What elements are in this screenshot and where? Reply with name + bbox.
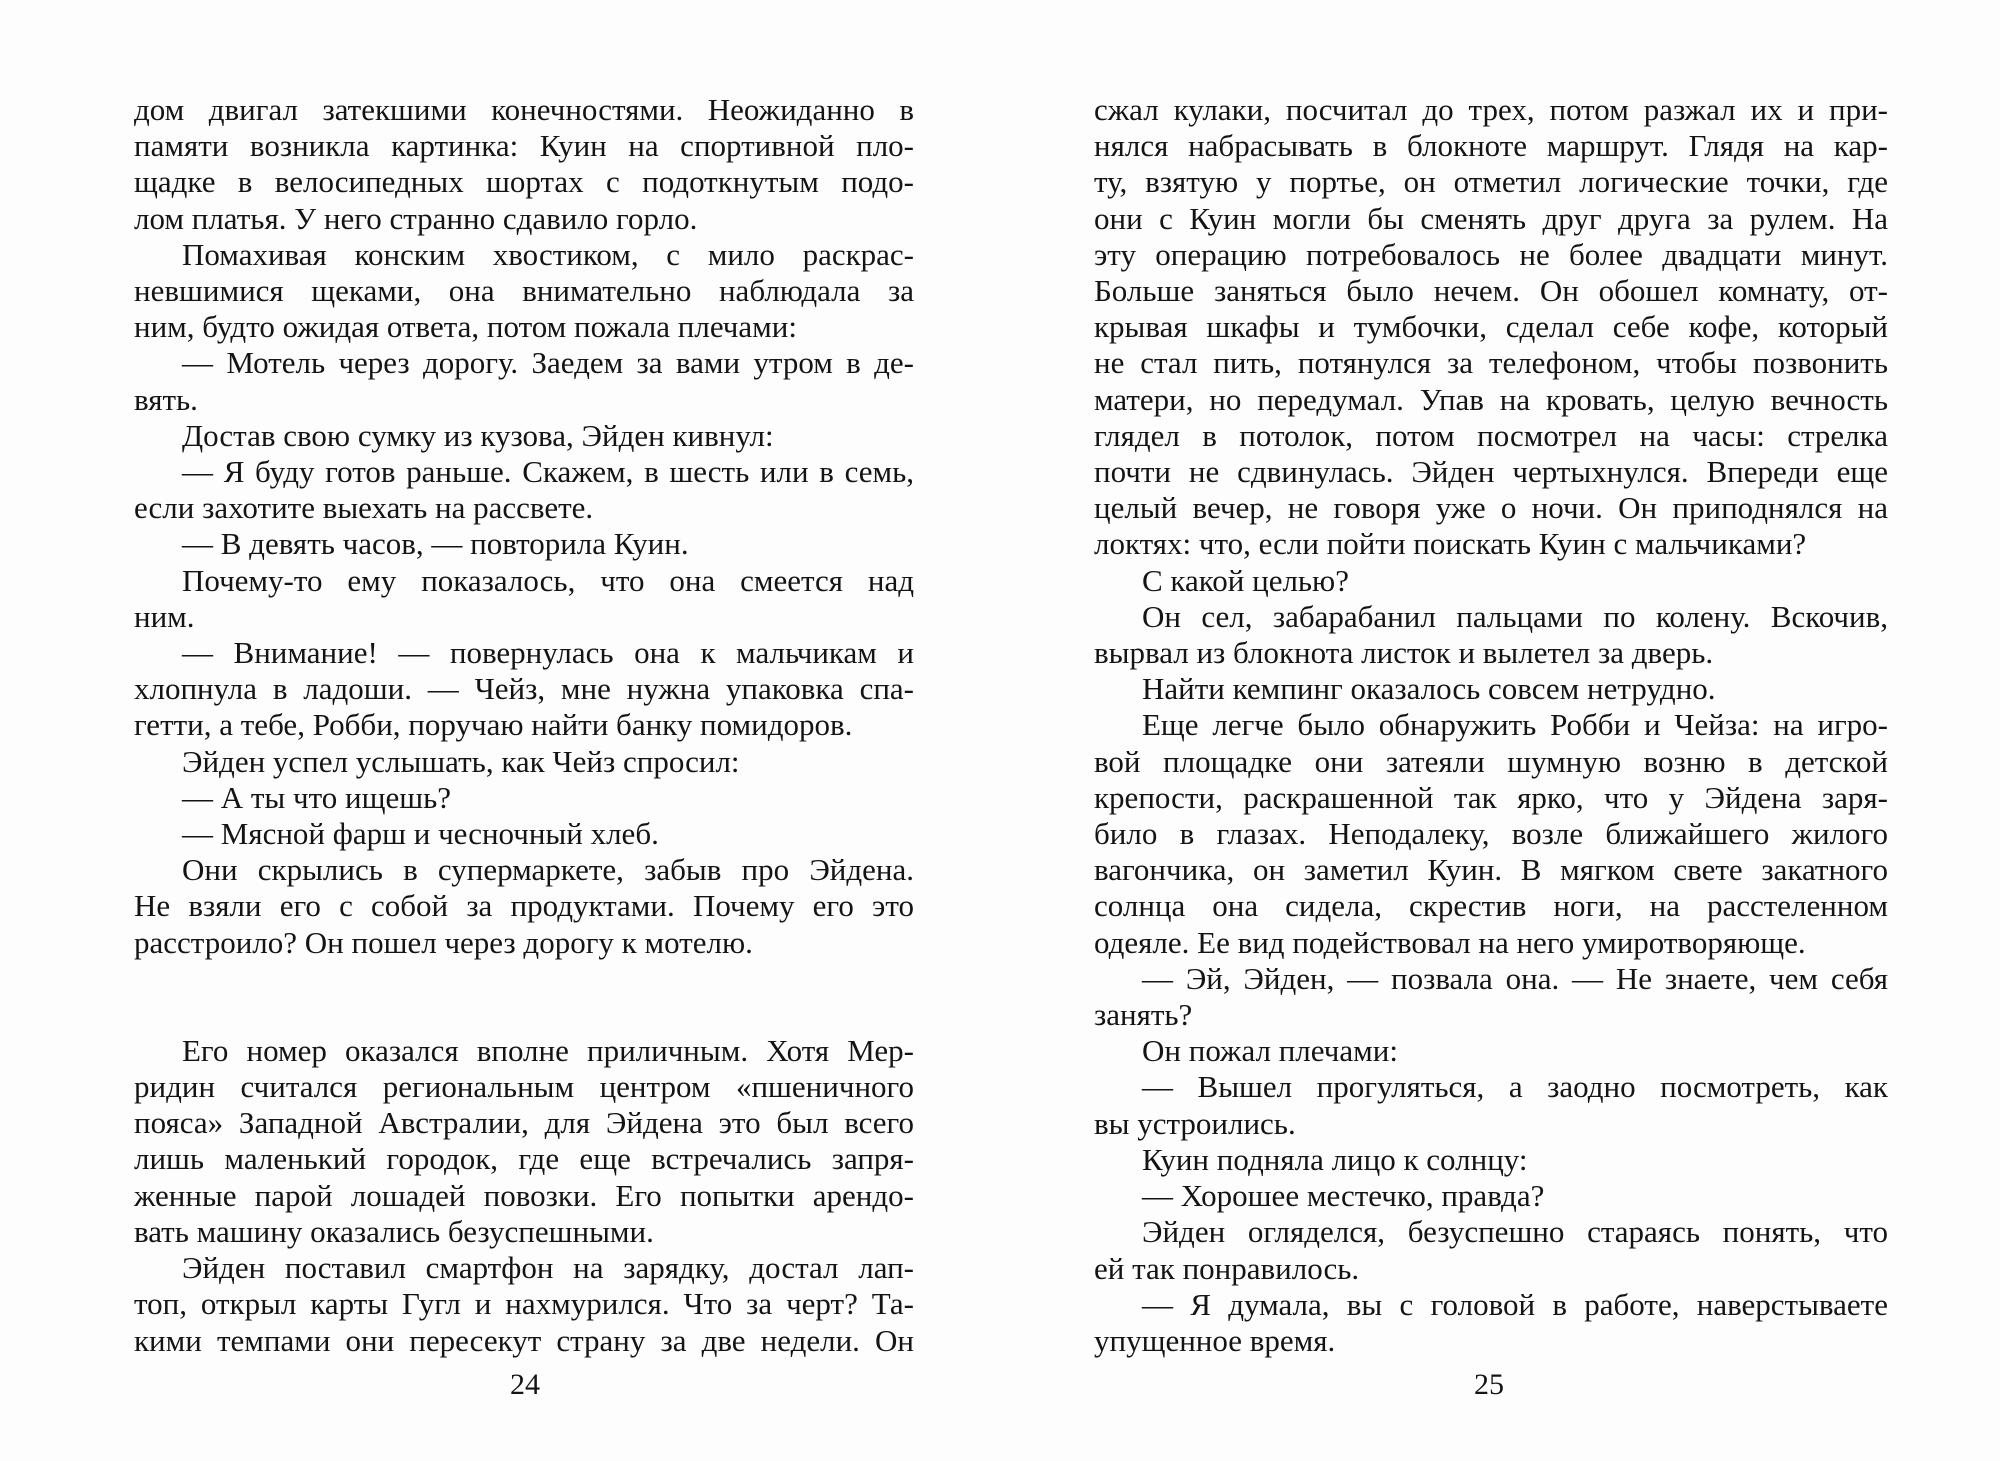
text-line: Эйден поставил смартфон на зарядку, достал лап- xyxy=(182,1250,914,1286)
text-line: ним. xyxy=(134,598,195,634)
text-line: С какой целью? xyxy=(1142,562,1349,598)
paragraph xyxy=(1094,599,1888,671)
paragraph xyxy=(134,526,914,562)
paragraph xyxy=(1094,961,1888,1033)
paragraph xyxy=(134,237,914,346)
text-line: они с Куин могли бы сменять друг друга за рулем. На xyxy=(1094,200,1888,236)
text-line: било в глазах. Неподалеку, возле ближайшего жилого xyxy=(1094,816,1888,852)
text-line: расстроило? Он пошел через дорогу к мотелю. xyxy=(134,924,753,960)
text-line: лом платья. У него странно сдавило горло. xyxy=(134,200,698,236)
text-line: почти не сдвинулась. Эйден чертыхнулся. Впереди еще xyxy=(1094,454,1888,490)
paragraph xyxy=(1094,1178,1888,1214)
text-line: Они скрылись в супермаркете, забыв про Эйдена. xyxy=(182,852,914,888)
text-line: кими темпами они пересекут страну за две недели. Он xyxy=(134,1322,914,1358)
text-line: эту операцию потребовалось не более двадцати минут. xyxy=(1094,236,1888,272)
text-line: ту, взятую у портье, он отметил логические точки, где xyxy=(1094,164,1888,200)
text-line: — Я думала, вы с головой в работе, наверстываете xyxy=(1142,1286,1888,1322)
text-line: — Вышел прогуляться, а заодно посмотреть, как xyxy=(1142,1069,1888,1105)
text-line: — Хорошее местечко, правда? xyxy=(1142,1178,1545,1214)
text-line: Достав свою сумку из кузова, Эйден кивнул: xyxy=(182,417,774,453)
text-line: вы устроились. xyxy=(1094,1105,1296,1141)
text-line: сжал кулаки, посчитал до трех, потом разжал их и при- xyxy=(1094,92,1888,127)
paragraph xyxy=(1094,671,1888,707)
text-line: — Внимание! — повернулась она к мальчикам и xyxy=(182,635,914,671)
text-line: локтях: что, если пойти поискать Куин с мальчиками? xyxy=(1094,526,1807,562)
text-line: Эйден успел услышать, как Чейз спросил: xyxy=(182,743,740,779)
paragraph xyxy=(1094,563,1888,599)
paragraph xyxy=(134,92,914,237)
text-line: хлопнула в ладоши. — Чейз, мне нужна упаковка спа- xyxy=(134,671,914,707)
text-line: упущенное время. xyxy=(1094,1322,1336,1358)
text-line: занять? xyxy=(1094,997,1193,1033)
text-line: вой площадке они затеяли шумную возню в детской xyxy=(1094,743,1888,779)
text-line: невшимися щеками, она внимательно наблюдала за xyxy=(134,273,914,309)
paragraph xyxy=(134,454,914,526)
paragraph xyxy=(1094,707,1888,960)
paragraph xyxy=(1094,1214,1888,1286)
text-line: гетти, а тебе, Робби, поручаю найти банку помидоров. xyxy=(134,707,853,743)
paragraph xyxy=(1094,1033,1888,1069)
right-page xyxy=(1094,92,1888,1412)
paragraph xyxy=(1094,1287,1888,1359)
text-line: матери, но передумал. Упав на кровать, целую вечность xyxy=(1094,381,1888,417)
text-line: — Мясной фарш и чесночный хлеб. xyxy=(182,816,659,852)
page-number-left: 24 xyxy=(510,1368,540,1401)
text-line: памяти возникла картинка: Куин на спортивной пло- xyxy=(134,128,914,164)
text-line: вагончика, он заметил Куин. В мягком свете закатного xyxy=(1094,852,1888,888)
page-number-right: 25 xyxy=(1474,1368,1504,1401)
section-break xyxy=(134,961,914,1033)
paragraph xyxy=(134,345,914,417)
text-line: Куин подняла лицо к солнцу: xyxy=(1142,1141,1528,1177)
left-page xyxy=(134,92,914,1412)
paragraph xyxy=(134,744,914,780)
text-line: Еще легче было обнаружить Робби и Чейза: на игро- xyxy=(1142,707,1888,743)
paragraph xyxy=(134,1033,914,1250)
text-line: нялся набрасывать в блокноте маршрут. Глядя на кар- xyxy=(1094,128,1888,164)
paragraph xyxy=(134,1250,914,1359)
text-line: вять. xyxy=(134,381,198,417)
text-line: вырвал из блокнота листок и вылетел за дверь. xyxy=(1094,635,1714,671)
text-line: ридин считался региональным центром «пшеничного xyxy=(134,1069,914,1105)
text-line: Он сел, забарабанил пальцами по колену. Вскочив, xyxy=(1142,598,1888,634)
text-line: — Эй, Эйден, — позвала она. — Не знаете, чем себя xyxy=(1142,960,1888,996)
text-line: пояса» Западной Австралии, для Эйдена это был всего xyxy=(134,1105,914,1141)
text-line: не стал пить, потянулся за телефоном, чтобы позвонить xyxy=(1094,345,1888,381)
text-line: крывая шкафы и тумбочки, сделал себе кофе, который xyxy=(1094,309,1888,345)
text-line: Найти кемпинг оказалось совсем нетрудно. xyxy=(1142,671,1716,707)
text-line: Не взяли его с собой за продуктами. Почему его это xyxy=(134,888,914,924)
paragraph xyxy=(134,780,914,816)
paragraph xyxy=(134,418,914,454)
text-line: — А ты что ищешь? xyxy=(182,779,451,815)
text-line: если захотите выехать на рассвете. xyxy=(134,490,594,526)
paragraph xyxy=(1094,1142,1888,1178)
paragraph xyxy=(134,852,914,961)
text-line: Его номер оказался вполне приличным. Хотя Мер- xyxy=(182,1032,914,1068)
text-line: — Я буду готов раньше. Скажем, в шесть или в семь, xyxy=(182,454,914,490)
text-line: Помахивая конским хвостиком, с мило раскрас- xyxy=(182,236,914,272)
text-line: женные парой лошадей повозки. Его попытки арендо- xyxy=(134,1177,914,1213)
text-line: солнца она сидела, скрестив ноги, на расстеленном xyxy=(1094,888,1888,924)
text-line: Эйден огляделся, безуспешно стараясь понять, что xyxy=(1142,1214,1888,1250)
paragraph xyxy=(1094,92,1888,563)
paragraph xyxy=(134,563,914,635)
text-line: Он пожал плечами: xyxy=(1142,1033,1398,1069)
text-line: Почему-то ему показалось, что она смеется над xyxy=(182,562,914,598)
text-line: щадке в велосипедных шортах с подоткнутым подо- xyxy=(134,164,914,200)
right-text-block xyxy=(1094,92,1888,1359)
left-text-block-1 xyxy=(134,92,914,961)
text-line: ей так понравилось. xyxy=(1094,1250,1360,1286)
left-text-block-2 xyxy=(134,1033,914,1359)
text-line: глядел в потолок, потом посмотрел на часы: стрелка xyxy=(1094,417,1888,453)
text-line: целый вечер, не говоря уже о ночи. Он приподнялся на xyxy=(1094,490,1888,526)
text-line: ним, будто ожидая ответа, потом пожала плечами: xyxy=(134,309,797,345)
text-line: вать машину оказались безуспешными. xyxy=(134,1213,654,1249)
paragraph xyxy=(134,635,914,744)
text-line: крепости, раскрашенной так ярко, что у Эйдена заря- xyxy=(1094,779,1888,815)
paragraph xyxy=(1094,1069,1888,1141)
text-line: — В девять часов, — повторила Куин. xyxy=(182,526,689,562)
paragraph xyxy=(134,816,914,852)
text-line: лишь маленький городок, где еще встречались запря- xyxy=(134,1141,914,1177)
text-line: дом двигал затекшими конечностями. Неожиданно в xyxy=(134,92,914,127)
text-line: одеяле. Ее вид подействовал на него умиротворяюще. xyxy=(1094,924,1806,960)
text-line: Больше заняться было нечем. Он обошел комнату, от- xyxy=(1094,273,1888,309)
text-line: — Мотель через дорогу. Заедем за вами утром в де- xyxy=(182,345,914,381)
text-line: топ, открыл карты Гугл и нахмурился. Что за черт? Та- xyxy=(134,1286,914,1322)
